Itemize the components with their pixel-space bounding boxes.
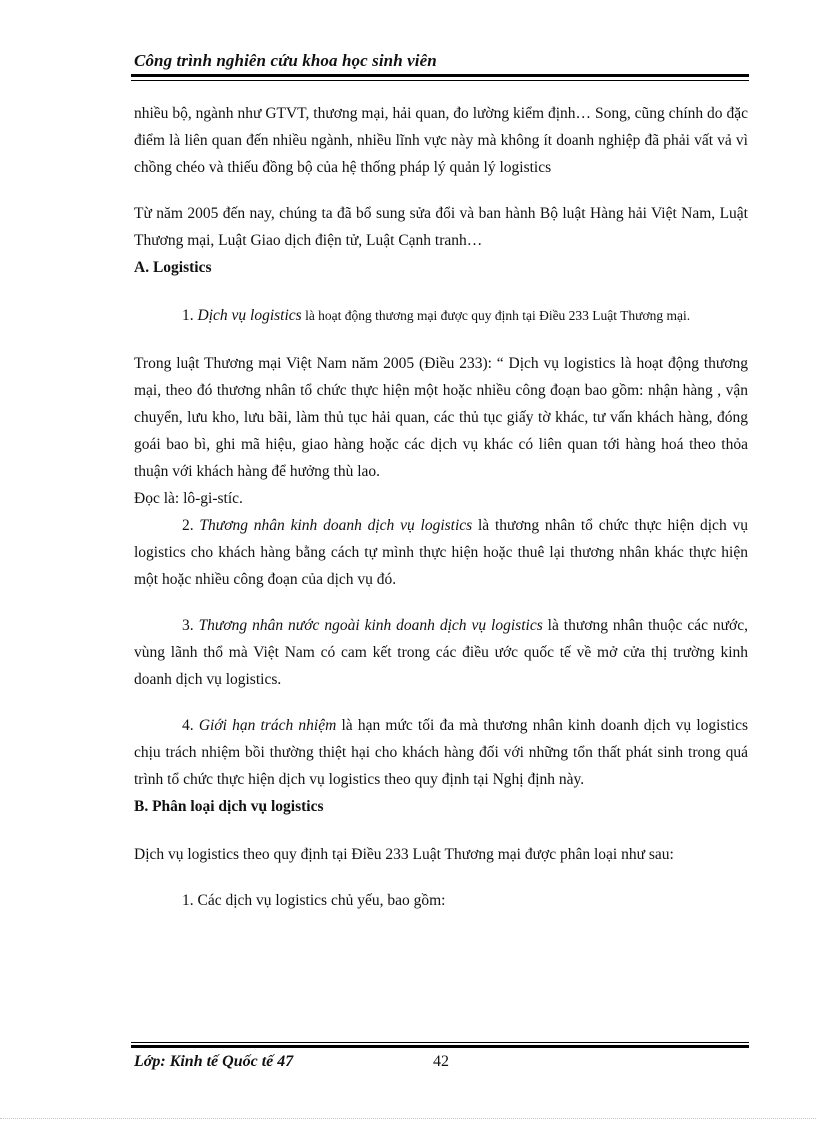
heading-b: B. Phân loại dịch vụ logistics	[134, 798, 324, 815]
item-1-text: là hoạt động thương mại được quy định tại Điều 233 Luật Thương mại.	[301, 308, 691, 323]
sub-item-1: 1. Các dịch vụ logistics chủ yếu, bao gồm:	[182, 892, 446, 909]
item-3-text: là thương nhân thuộc các nước, vùng lãnh thổ mà Việt Nam có cam kết trong các điều ước quốc tế về mở cửa thị trường kinh doanh dịch vụ logistics.	[134, 617, 748, 688]
footer-rule-thin	[131, 1042, 749, 1043]
paragraph-classification: Dịch vụ logistics theo quy định tại Điều 233 Luật Thương mại được phân loại như sau:	[134, 846, 674, 863]
header-title: Công trình nghiên cứu khoa học sinh viên	[134, 51, 437, 70]
definition-item-2	[134, 512, 748, 593]
page-number: 42	[433, 1053, 449, 1070]
header-rule-thick	[131, 74, 749, 77]
page-edge-divider	[0, 1118, 816, 1119]
definition-item-4	[134, 712, 748, 793]
paragraph-law-quote: Trong luật Thương mại Việt Nam năm 2005 (Điều 233): “ Dịch vụ logistics là hoạt động thương mại, theo đó thương nhân tổ chức thực hiện một hoặc nhiều công đoạn bao gồm: nhận hàng , vận chuyển, lưu kho, lưu bãi, làm thủ tục hải quan, các thủ tục giấy tờ khác, tư vấn khách hàng, đóng goái bao bì, ghi mã hiệu, giao hàng hoặc các dịch vụ khác có liên quan tới hàng hoá theo thỏa thuận với khách hàng để hưởng thù lao.	[134, 355, 748, 480]
paragraph-laws: Từ năm 2005 đến nay, chúng ta đã bổ sung sửa đổi và ban hành Bộ luật Hàng hải Việt Nam, Luật Thương mại, Luật Giao dịch điện tử, Luật Cạnh tranh…	[134, 205, 748, 249]
item-4-number: 4.	[182, 717, 199, 734]
item-2-number: 2.	[182, 517, 200, 534]
page-content	[134, 100, 748, 914]
pronunciation-note: Đọc là: lô-gi-stíc.	[134, 490, 243, 507]
item-2-text: là thương nhân tổ chức thực hiện dịch vụ logistics cho khách hàng bằng cách tự mình thực hiện hoặc thuê lại thương nhân khác thực hiện một hoặc nhiều công đoạn của dịch vụ đó.	[134, 517, 748, 588]
header-rule-thin	[131, 80, 749, 81]
footer-class-label: Lớp: Kinh tế Quốc tế 47	[134, 1053, 294, 1070]
item-1-term: Dịch vụ logistics	[197, 307, 302, 324]
footer-rule-thick	[131, 1045, 749, 1048]
heading-a: A. Logistics	[134, 259, 212, 276]
item-4-text: là hạn mức tối đa mà thương nhân kinh doanh dịch vụ logistics chịu trách nhiệm bồi thường thiệt hại cho khách hàng đối với những tổn thất phát sinh trong quá trình tổ chức thực hiện dịch vụ logistics theo quy định tại Nghị định này.	[134, 717, 749, 788]
definition-item-1	[134, 302, 748, 329]
item-3-number: 3.	[182, 617, 199, 634]
paragraph-intro: nhiều bộ, ngành như GTVT, thương mại, hải quan, đo lường kiểm định… Song, cũng chính do đặc điểm là liên quan đến nhiều ngành, nhiều lĩnh vực này mà không ít doanh nghiệp đã phải vất vả vì chồng chéo và thiếu đồng bộ của hệ thống pháp lý quản lý logistics	[134, 105, 748, 176]
item-3-term: Thương nhân nước ngoài kinh doanh dịch vụ logistics	[198, 617, 543, 634]
item-1-number: 1.	[182, 307, 198, 324]
definition-item-3	[134, 612, 748, 693]
item-2-term: Thương nhân kinh doanh dịch vụ logistics	[199, 517, 473, 534]
item-4-term: Giới hạn trách nhiệm	[198, 717, 337, 734]
